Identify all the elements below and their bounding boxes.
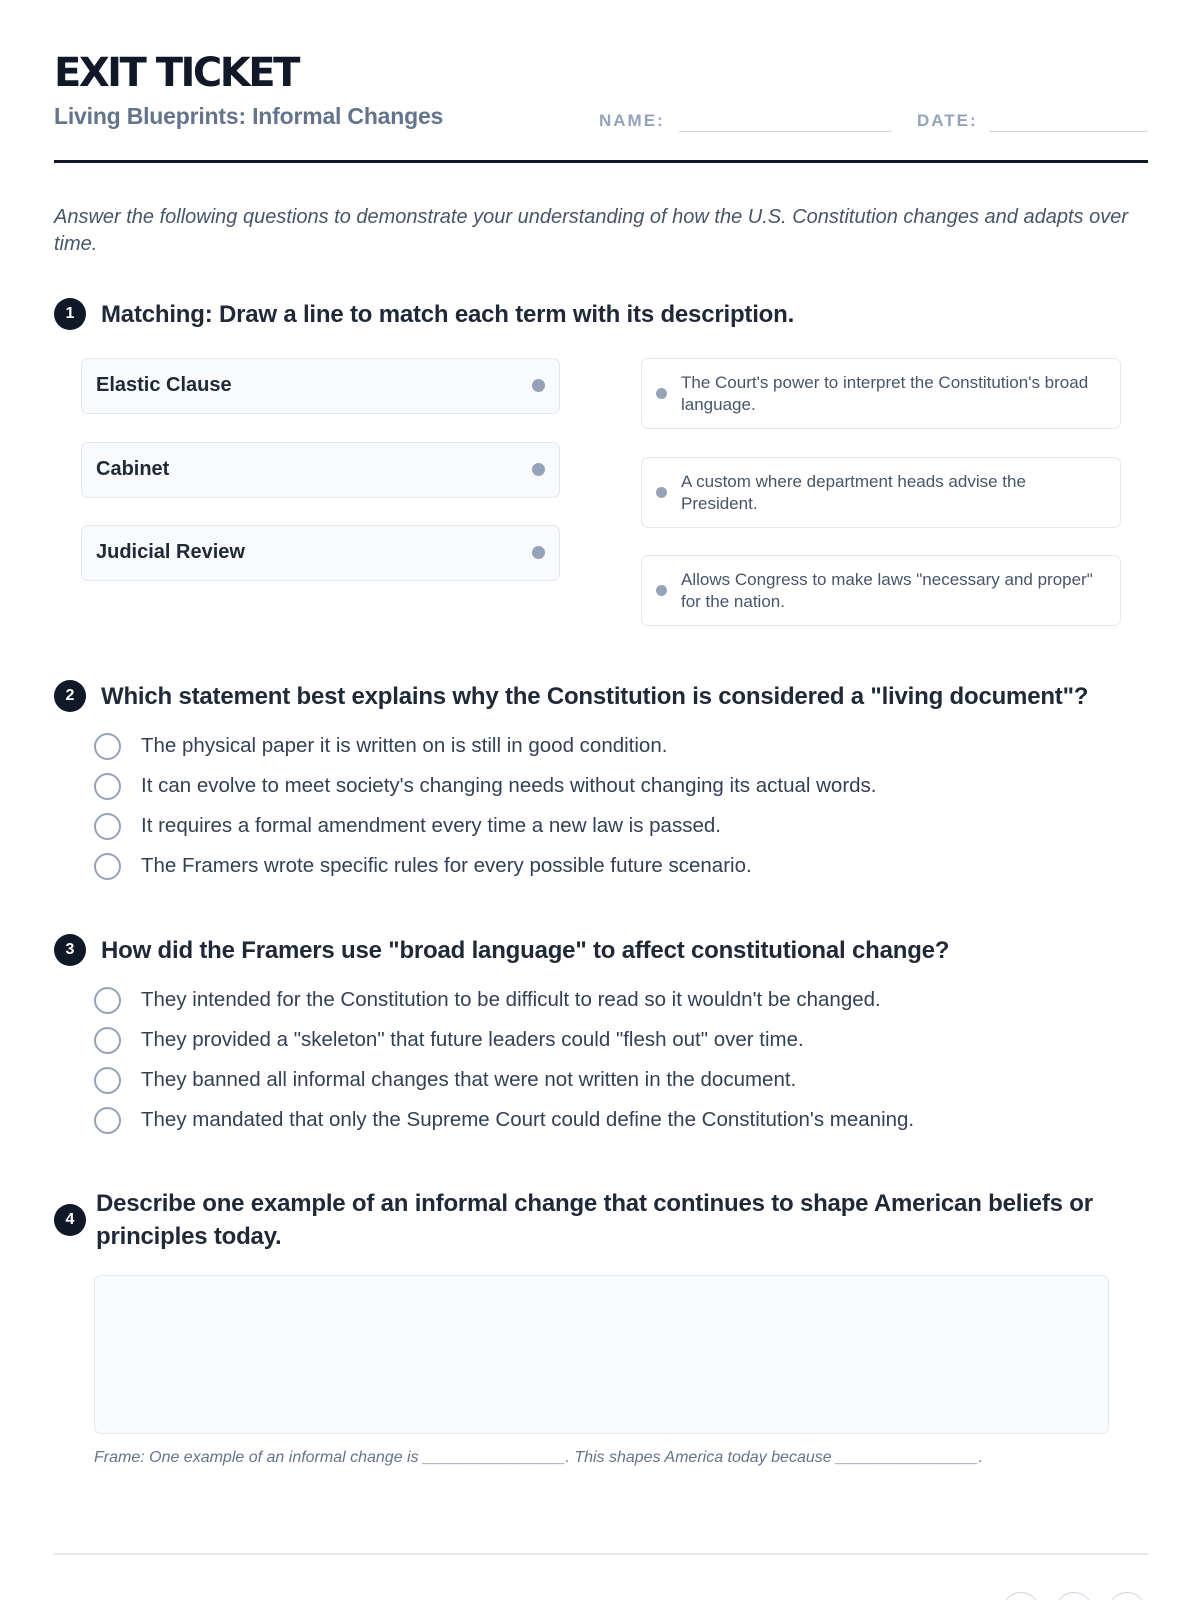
sentence-frame: Frame: One example of an informal change is ________________. This shapes America today because ________________. [94,1449,983,1466]
option-text: The Framers wrote specific rules for every possible future scenario. [141,854,752,877]
description-text: A custom where department heads advise the President. [681,472,1026,513]
matching-term [81,442,560,498]
option-text: It can evolve to meet society's changing needs without changing its actual words. [141,774,877,797]
question-number-badge: 4 [54,1204,86,1236]
matching-description [641,555,1121,626]
name-label: NAME: [599,111,665,130]
question-prompt: Matching: Draw a line to match each term with its description. [101,301,795,328]
date-label: DATE: [917,111,978,130]
radio-button[interactable] [94,813,121,840]
match-dot[interactable] [656,585,667,596]
footer-circle [1108,1592,1146,1600]
match-dot[interactable] [532,379,545,392]
footer-circle [1002,1592,1040,1600]
radio-button[interactable] [94,773,121,800]
match-dot[interactable] [656,487,667,498]
name-field-line[interactable] [679,131,892,132]
question-number-badge: 2 [54,680,86,712]
match-dot[interactable] [532,463,545,476]
question-number-badge: 3 [54,934,86,966]
option-text: It requires a formal amendment every time a new law is passed. [141,814,721,837]
footer-divider [54,1553,1148,1555]
matching-description [641,457,1121,528]
worksheet-subtitle: Living Blueprints: Informal Changes [54,103,444,129]
question-prompt: Describe one example of an informal change that continues to shape American beliefs or principles today. [96,1190,1093,1250]
radio-button[interactable] [94,733,121,760]
description-text: Allows Congress to make laws "necessary and proper" for the nation. [681,570,1093,611]
description-text: The Court's power to interpret the Constitution's broad language. [681,373,1089,414]
radio-button[interactable] [94,1067,121,1094]
option-text: They intended for the Constitution to be difficult to read so it wouldn't be changed. [141,988,881,1011]
date-field-line[interactable] [989,131,1148,132]
term-label: Cabinet [96,458,170,480]
matching-term [81,358,560,414]
matching-description [641,358,1121,429]
option-text: They provided a "skeleton" that future leaders could "flesh out" over time. [141,1028,804,1051]
radio-button[interactable] [94,853,121,880]
term-label: Elastic Clause [96,374,232,396]
radio-button[interactable] [94,1107,121,1134]
radio-button[interactable] [94,987,121,1014]
question-prompt: How did the Framers use "broad language" to affect constitutional change? [101,937,950,964]
question-number-badge: 1 [54,298,86,330]
match-dot[interactable] [532,546,545,559]
matching-term [81,525,560,581]
option-text: They banned all informal changes that were not written in the document. [141,1068,797,1091]
question-prompt: Which statement best explains why the Constitution is considered a "living document"? [101,683,1089,710]
footer-circle [1055,1592,1093,1600]
worksheet-title: EXIT TICKET [54,50,298,96]
written-response-box[interactable] [94,1275,1109,1434]
option-text: The physical paper it is written on is still in good condition. [141,734,668,757]
radio-button[interactable] [94,1027,121,1054]
instructions-text: Answer the following questions to demonstrate your understanding of how the U.S. Constitution changes and adapts over time. [54,206,1128,255]
term-label: Judicial Review [96,541,245,563]
option-text: They mandated that only the Supreme Court could define the Constitution's meaning. [141,1108,915,1131]
match-dot[interactable] [656,388,667,399]
header-divider [54,160,1148,163]
